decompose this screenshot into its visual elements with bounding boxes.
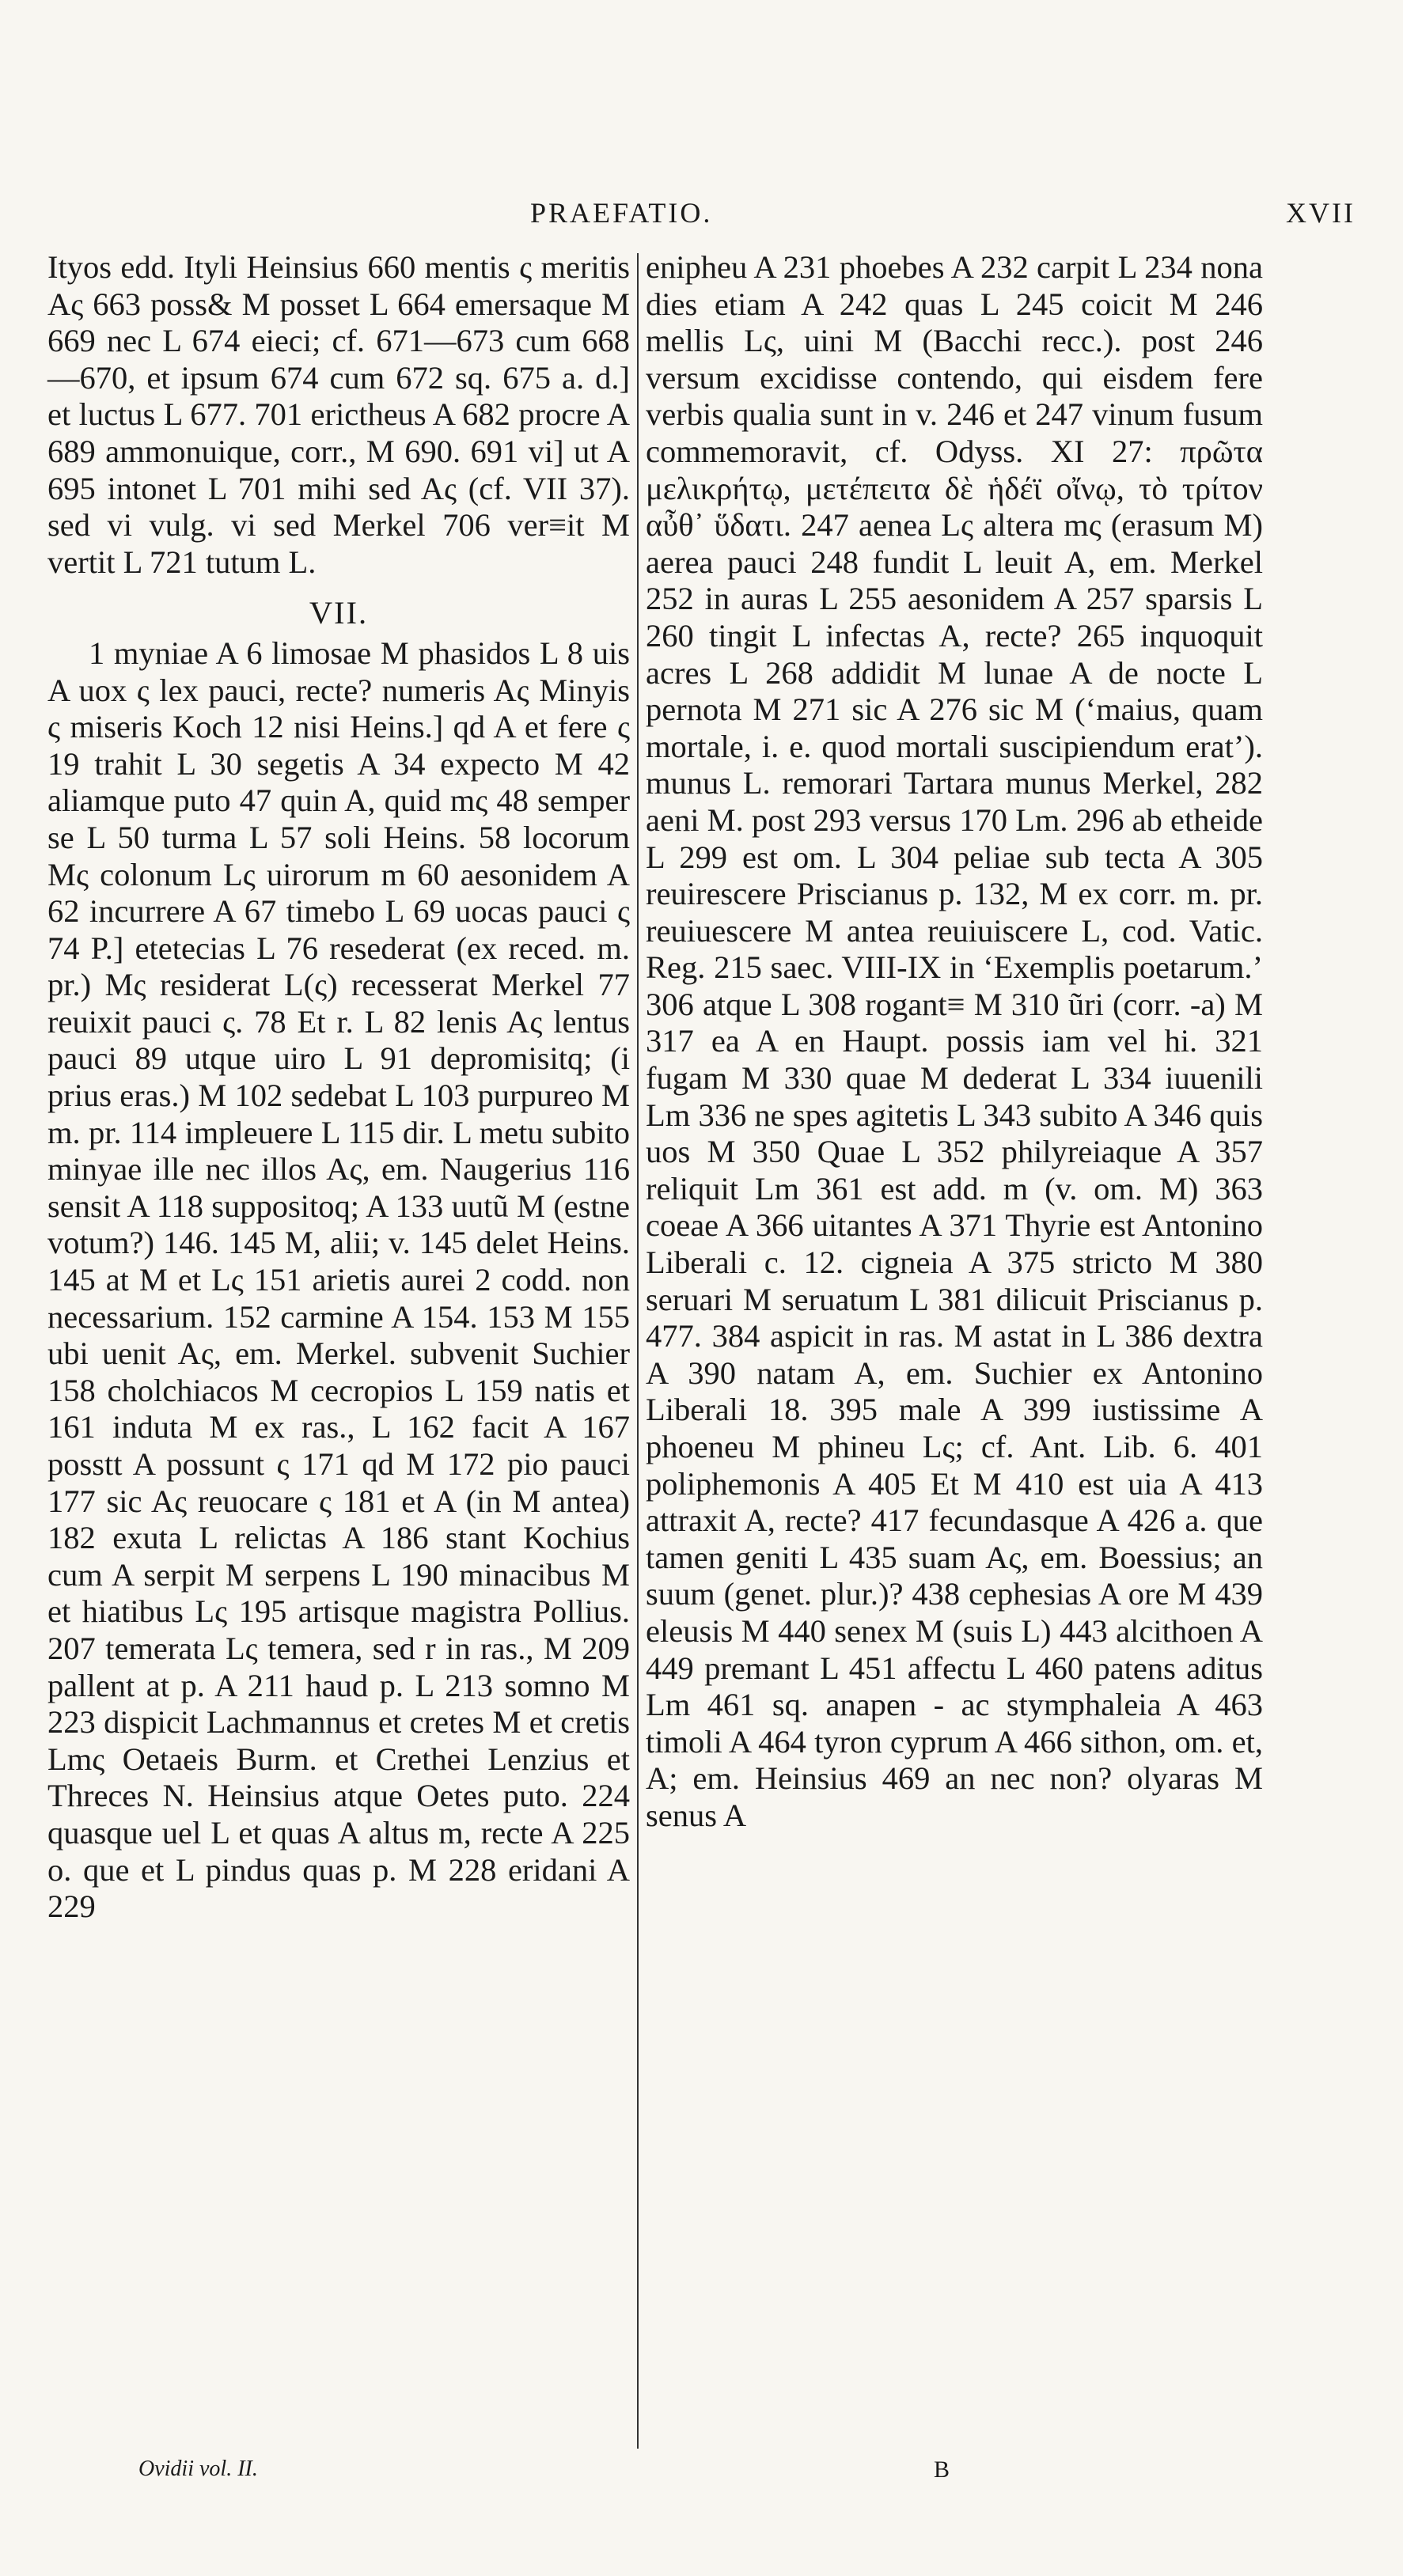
- apparatus-paragraph: Ityos edd. Ityli Heinsius 660 mentis ς meritis Aς 663 poss& M posset L 664 emersaque M 669 nec L 674 eieci; cf. 671—673 cum 668—670, et ipsum 674 cum 672 sq. 675 a. d.] et luctus L 677. 701 erictheus A 682 procre A 689 ammonuique, corr., M 690. 691 vi] ut A 695 intonet L 701 mihi sed Aς (cf. VII 37). sed vi vulg. vi sed Merkel 706 ver≡it M vertit L 721 tutum L.: [47, 249, 630, 580]
- apparatus-paragraph: enipheu A 231 phoebes A 232 carpit L 234 nona dies etiam A 242 quas L 245 coicit M 246 mellis Lς, uini M (Bacchi recc.). post 246 versum excidisse contendo, qui eisdem fere verbis qualia sunt in v. 246 et 247 vinum fusum commemoravit, cf. Odyss. XI 27: πρῶτα μελικρήτῳ, μετέπειτα δὲ ἡδέϊ οἴνῳ, τὸ τρίτον αὖθ᾽ ὕδατι. 247 aenea Lς altera mς (erasum M) aerea pauci 248 fundit L leuit A, em. Merkel 252 in auras L 255 aesonidem A 257 sparsis L 260 tingit L infectas A, recte? 265 inquoquit acres L 268 addidit M lunae A de nocte L pernota M 271 sic A 276 sic M (‘maius, quam mortale, i. e. quod mortali suscipiendum erat’). munus L. remorari Tartara munus Merkel, 282 aeni M. post 293 versus 170 Lm. 296 ab etheide L 299 est om. L 304 peliae sub tecta A 305 reuirescere Priscianus p. 132, M ex corr. m. pr. reuiuescere M antea reuiuiscere L, cod. Vatic. Reg. 215 saec. VIII-IX in ‘Exemplis poetarum.’ 306 atque L 308 rogant≡ M 310 ũri (corr. -a) M 317 ea A en Haupt. possis iam vel hi. 321 fugam M 330 quae M dederat L 334 iuuenili Lm 336 ne spes agitetis L 343 subito A 346 quis uos M 350 Quae L 352 philyreiaque A 357 reliquit Lm 361 est add. m (v. om. M) 363 coeae A 366 uitantes A 371 Thyrie est Antonino Liberali c. 12. cigneia A 375 stricto M 380 seruari M seruatum L 381 dilicuit Priscianus p. 477. 384 aspicit in ras. M astat in L 386 dextra A 390 natam A, em. Suchier ex Antonino Liberali 18. 395 male A 399 iustissime A phoeneu M phineu Lς; cf. Ant. Lib. 6. 401 poliphemonis A 405 Et M 410 est uia A 413 attraxit A, recte? 417 fecundasque A 426 a. que tamen geniti L 435 suam Aς, em. Boessius; an suum (genet. plur.)? 438 cephesias A ore M 439 eleusis M 440 senex M (suis L) 443 alcithoen A 449 premant L 451 affectu L 460 patens aditus Lm 461 sq. anapen - ac stymphaleia A 463 timoli A 464 tyron cyprum A 466 sithon, om. et, A; em. Heinsius 469 an nec non? olyaras M senus A: [646, 249, 1263, 1833]
- header-title: PRAEFATIO.: [530, 197, 713, 229]
- left-column: [47, 249, 630, 1926]
- page-number: XVII: [1286, 197, 1356, 229]
- column-divider: [637, 253, 639, 2449]
- section-heading: VII.: [309, 595, 369, 631]
- signature-mark: B: [934, 2457, 950, 2483]
- right-column: [646, 249, 1263, 1835]
- apparatus-paragraph: 1 myniae A 6 limosae M phasidos L 8 uis A uox ς lex pauci, recte? numeris Aς Minyis ς miseris Koch 12 nisi Heins.] qd A et fere ς 19 trahit L 30 segetis A 34 expecto M 42 aliamque puto 47 quin A, quid mς 48 semper se L 50 turma L 57 soli Heins. 58 locorum Mς colonum Lς uirorum m 60 aesonidem A 62 incurrere A 67 timebo L 69 uocas pauci ς 74 P.] etetecias L 76 resederat (ex reced. m. pr.) Mς residerat L(ς) recesserat Merkel 77 reuixit pauci ς. 78 Et r. L 82 lenis Aς lentus pauci 89 utque uiro L 91 depromisitq; (i prius eras.) M 102 sedebat L 103 purpureo M m. pr. 114 impleuere L 115 dir. L metu subito minyae ille nec illos Aς, em. Naugerius 116 sensit A 118 suppositoq; A 133 uutũ M (estne votum?) 146. 145 M, alii; v. 145 delet Heins. 145 at M et Lς 151 arietis aurei 2 codd. non necessarium. 152 carmine A 154. 153 M 155 ubi uenit Aς, em. Merkel. subvenit Suchier 158 cholchiacos M cecropios L 159 natis et 161 induta M ex ras., L 162 facit A 167 posstt A possunt ς 171 qd M 172 pio pauci 177 sic Aς reuocare ς 181 et A (in M antea) 182 exuta L relictas A 186 stant Kochius cum A serpit M serpens L 190 minacibus M et hiatibus Lς 195 artisque magistra Pollius. 207 temerata Lς temera, sed r in ras., M 209 pallent at p. A 211 haud p. L 213 somno M 223 dispicit Lachmannus et cretes M et cretis Lmς Oetaeis Burm. et Crethei Lenzius et Threces N. Heinsius atque Oetes puto. 224 quasque uel L et quas A altus m, recte A 225 o. que et L pindus quas p. M 228 eridani A 229: [47, 635, 630, 1925]
- running-header: [119, 196, 1356, 233]
- volume-note: Ovidii vol. II.: [138, 2457, 258, 2481]
